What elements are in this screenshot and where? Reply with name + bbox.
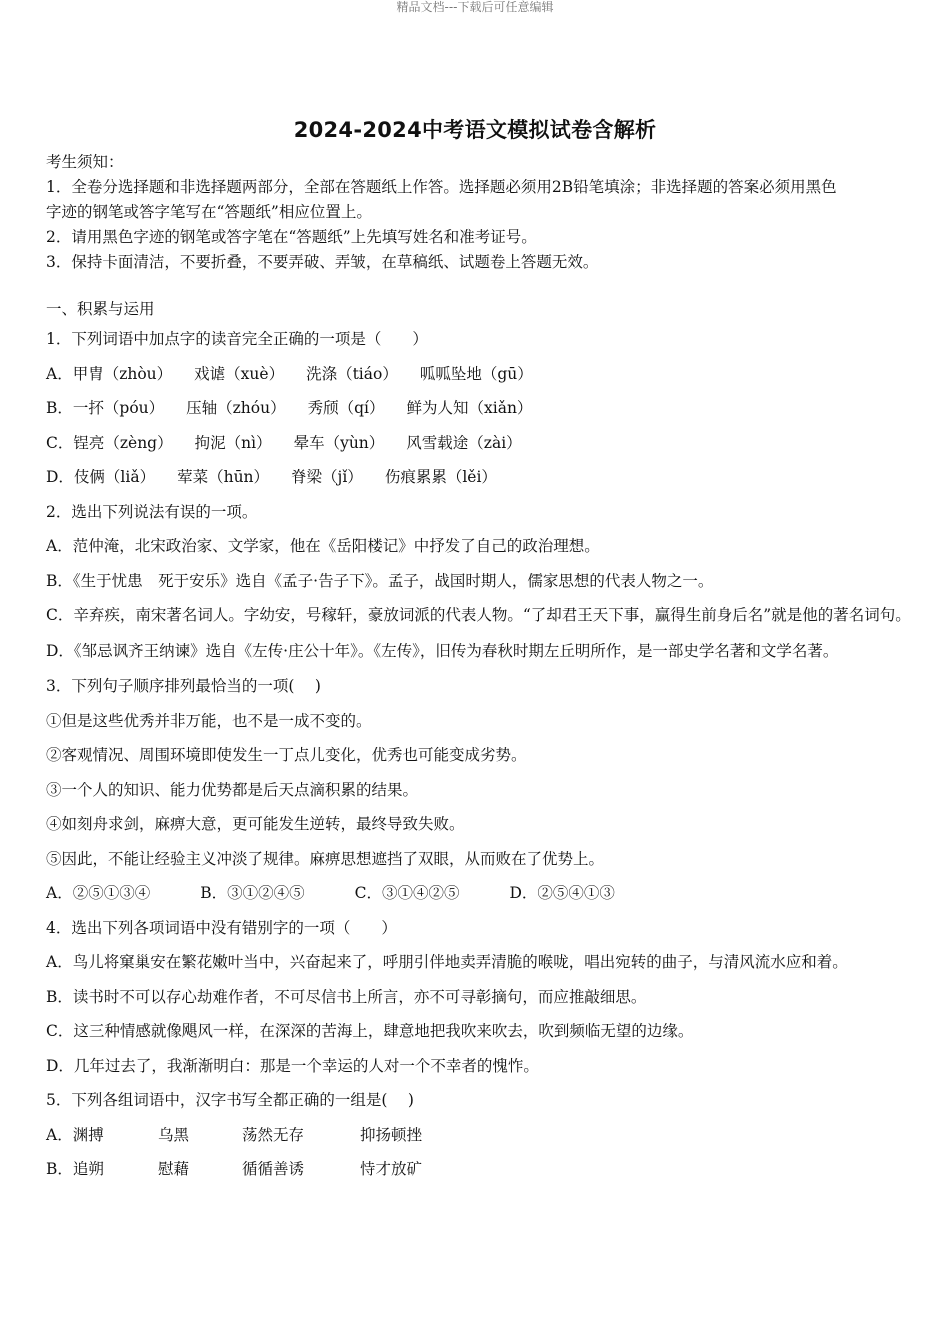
option-word: D．伎俩（liǎ）: [46, 468, 156, 486]
notice-item: 1．全卷分选择题和非选择题两部分，全部在答题纸上作答。选择题必须用2B铅笔填涂；非选择题的答案必须用黑色: [46, 178, 837, 196]
option-word: B．一抔（póu）: [46, 399, 165, 417]
sentence-item: ⑤因此，不能让经验主义冲淡了规律。麻痹思想遮挡了双眼，从而败在了优势上。: [46, 849, 605, 868]
option-word: 抑扬顿挫: [360, 1125, 423, 1144]
option-word: C．锃亮（zèng）: [46, 433, 173, 452]
option-word: 戏谑（xuè）: [194, 364, 285, 383]
option-word: 秀颀（qí）: [307, 399, 385, 417]
option-a: [46, 1118, 914, 1153]
question-5: [46, 1083, 914, 1187]
option-c: C．辛弃疾，南宋著名词人。字幼安，号稼轩，豪放词派的代表人物。“了却君王天下事，赢得生前身后名”就是他的著名词句。: [46, 606, 911, 624]
question-stem: 3．下列句子顺序排列最恰当的一项( ): [46, 677, 321, 695]
option-c: C．这三种情感就像飓风一样，在深深的苦海上，肆意地把我吹来吹去，吹到频临无望的边缘。: [46, 1022, 694, 1040]
question-stem: 5．下列各组词语中，汉字书写全都正确的一组是( ): [46, 1091, 414, 1109]
option-a: A．②⑤①③④: [46, 884, 151, 902]
option-word: 荤菜（hūn）: [177, 468, 270, 486]
option-b: B．《生于忧患 死于安乐》选自《孟子·告子下》。孟子，战国时期人，儒家思想的代表人物之一。: [46, 571, 714, 590]
question-stem: 2．选出下列说法有误的一项。: [46, 502, 258, 521]
option-word: 恃才放矿: [360, 1160, 423, 1178]
option-word: 晕车（yùn）: [293, 433, 385, 452]
sentence-item: ①但是这些优秀并非万能，也不是一成不变的。: [46, 711, 372, 730]
option-word: 呱呱坠地（gū）: [419, 364, 533, 383]
answer-options: [46, 876, 914, 911]
option-c: [46, 426, 914, 461]
question-stem: 4．选出下列各项词语中没有错别字的一项（ ）: [46, 918, 397, 937]
sentence-item: ③一个人的知识、能力优势都是后天点滴积累的结果。: [46, 780, 419, 799]
notice-item: 3．保持卡面清洁，不要折叠，不要弄破、弄皱，在草稿纸、试题卷上答题无效。: [46, 253, 599, 271]
question-2: [46, 495, 914, 670]
option-word: 拘泥（nì）: [194, 433, 272, 452]
option-word: 循循善诱: [242, 1160, 305, 1178]
option-word: 慰藉: [158, 1160, 190, 1178]
option-b: B．③①②④⑤: [200, 884, 305, 902]
option-c: C．③①④②⑤: [354, 884, 460, 902]
option-a: A．鸟儿将窠巢安在繁花嫩叶当中，兴奋起来了，呼朋引伴地卖弄清脆的喉咙，唱出宛转的曲子，与清风流水应和着。: [46, 953, 848, 971]
spacer: [46, 275, 914, 297]
question-4: [46, 911, 914, 1084]
option-word: B．追朔: [46, 1160, 104, 1178]
document-body: [46, 150, 914, 1187]
sentence-item: ②客观情况、周围环境即使发生一丁点儿变化，优秀也可能变成劣势。: [46, 746, 527, 764]
option-d: D．②⑤④①③: [509, 884, 615, 902]
option-d: [46, 460, 914, 495]
watermark-header: 精品文档---下载后可任意编辑: [396, 0, 554, 14]
option-a: [46, 357, 914, 392]
question-1: [46, 322, 914, 495]
option-word: 脊梁（jǐ）: [291, 468, 363, 486]
option-b: B．读书时不可以存心劫难作者，不可尽信书上所言，亦不可寻彰摘句，而应推敲细思。: [46, 987, 647, 1006]
sentence-item: ④如刻舟求剑，麻痹大意，更可能发生逆转，最终导致失败。: [46, 815, 465, 833]
document-title: 2024-2024中考语文模拟试卷含解析: [293, 118, 657, 142]
notice-heading: 考生须知：: [46, 153, 124, 171]
notice-item: 2．请用黑色字迹的钢笔或答字笔在“答题纸”上先填写姓名和准考证号。: [46, 228, 537, 246]
option-d: D．几年过去了，我渐渐明白：那是一个幸运的人对一个不幸者的愧怍。: [46, 1056, 539, 1075]
question-3: [46, 669, 914, 911]
option-word: 压轴（zhóu）: [186, 399, 286, 417]
option-word: A．渊搏: [46, 1125, 104, 1144]
option-b: [46, 391, 914, 426]
option-a: A．范仲淹，北宋政治家、文学家，他在《岳阳楼记》中抒发了自己的政治理想。: [46, 537, 600, 555]
option-word: A．甲胄（zhòu）: [46, 364, 173, 383]
section-heading: 一、积累与运用: [46, 300, 155, 318]
option-b: [46, 1152, 914, 1187]
notice-block: [46, 150, 914, 275]
notice-item: 字迹的钢笔或答字笔写在“答题纸”相应位置上。: [46, 203, 372, 221]
option-word: 乌黑: [158, 1125, 190, 1144]
option-word: 伤痕累累（lěi）: [384, 468, 497, 486]
option-word: 鲜为人知（xiǎn）: [406, 399, 533, 417]
option-word: 风雪载途（zài）: [406, 433, 522, 452]
option-d: D．《邹忌讽齐王纳谏》选自《左传·庄公十年》。《左传》，旧传为春秋时期左丘明所作，是一部史学名著和文学名著。: [46, 641, 839, 660]
option-word: 荡然无存: [242, 1125, 305, 1144]
option-word: 洗涤（tiáo）: [306, 364, 398, 383]
question-stem: 1．下列词语中加点字的读音完全正确的一项是（ ）: [46, 330, 428, 348]
